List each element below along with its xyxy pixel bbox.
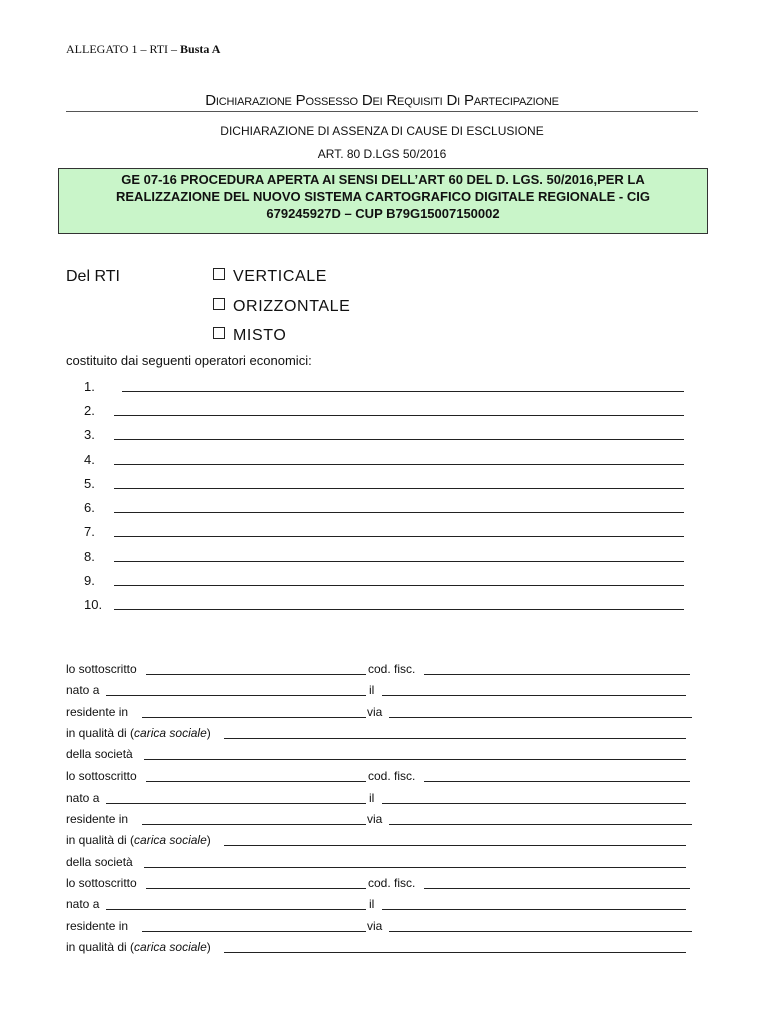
il-label: il	[369, 897, 375, 911]
operator-field-7[interactable]	[114, 536, 684, 537]
operator-number: 3.	[84, 427, 95, 442]
operator-field-1[interactable]	[122, 391, 684, 392]
operator-field-4[interactable]	[114, 464, 684, 465]
residente-in-label: residente in	[66, 919, 129, 933]
il-label: il	[369, 683, 375, 697]
sottoscritto-field[interactable]	[146, 888, 366, 889]
operator-number: 6.	[84, 500, 95, 515]
via-label: via	[367, 705, 383, 719]
societa-field[interactable]	[144, 867, 686, 868]
carica-sociale-field[interactable]	[224, 738, 686, 739]
operator-field-3[interactable]	[114, 439, 684, 440]
carica-sociale-label: carica sociale	[134, 833, 207, 847]
operator-number: 2.	[84, 403, 95, 418]
page-title: Dichiarazione Possesso Dei Requisiti Di Partecipazione	[205, 92, 559, 109]
operator-number: 5.	[84, 476, 95, 491]
nato-a-label: nato a	[66, 683, 100, 697]
attachment-label-busta: Busta A	[180, 42, 221, 56]
via-label: via	[367, 812, 383, 826]
carica-sociale-field[interactable]	[224, 952, 686, 953]
operator-field-6[interactable]	[114, 512, 684, 513]
cod-fisc-label: cod. fisc.	[368, 769, 416, 783]
societa-field[interactable]	[144, 759, 686, 760]
operator-number: 10.	[84, 597, 103, 612]
sottoscritto-label: lo sottoscritto	[66, 876, 137, 890]
sottoscritto-label: lo sottoscritto	[66, 662, 137, 676]
operator-number: 4.	[84, 452, 95, 467]
option-orizzontale-label: ORIZZONTALE	[233, 298, 351, 315]
birth-date-field[interactable]	[382, 909, 686, 910]
option-misto-label: MISTO	[233, 327, 287, 344]
cod-fisc-label: cod. fisc.	[368, 876, 416, 890]
cod-fisc-field[interactable]	[424, 674, 690, 675]
operator-number: 8.	[84, 549, 95, 564]
option-misto[interactable]	[213, 327, 286, 345]
nato-a-field[interactable]	[106, 909, 366, 910]
societa-label: della società	[66, 855, 133, 869]
nato-a-field[interactable]	[106, 695, 366, 696]
residente-in-field[interactable]	[142, 824, 366, 825]
subtitle-exclusion: DICHIARAZIONE DI ASSENZA DI CAUSE DI ESCLUSIONE	[220, 124, 544, 138]
sottoscritto-label: lo sottoscritto	[66, 769, 137, 783]
operators-intro: costituito dai seguenti operatori economici:	[66, 353, 312, 368]
sottoscritto-field[interactable]	[146, 674, 366, 675]
residente-in-label: residente in	[66, 705, 129, 719]
societa-label: della società	[66, 747, 133, 761]
qualita-suffix: )	[206, 940, 211, 954]
nato-a-field[interactable]	[106, 803, 366, 804]
qualita-prefix: in qualità di (	[66, 833, 135, 847]
operator-field-9[interactable]	[114, 585, 684, 586]
qualita-suffix: )	[206, 833, 211, 847]
operator-number: 1.	[84, 379, 95, 394]
carica-sociale-label: carica sociale	[134, 726, 207, 740]
procedure-line-1: GE 07-16 PROCEDURA APERTA AI SENSI DELL’ART 60 DEL D. LGS. 50/2016,PER LA	[121, 172, 645, 187]
via-field[interactable]	[389, 824, 692, 825]
option-verticale[interactable]	[213, 268, 327, 286]
qualita-label	[66, 833, 211, 847]
via-field[interactable]	[389, 717, 692, 718]
operator-number: 9.	[84, 573, 95, 588]
birth-date-field[interactable]	[382, 803, 686, 804]
option-orizzontale[interactable]	[213, 298, 350, 316]
via-field[interactable]	[389, 931, 692, 932]
checkbox-verticale[interactable]	[213, 268, 225, 280]
checkbox-misto[interactable]	[213, 327, 225, 339]
via-label: via	[367, 919, 383, 933]
procedure-line-2: REALIZZAZIONE DEL NUOVO SISTEMA CARTOGRAFICO DIGITALE REGIONALE - CIG	[116, 189, 650, 204]
cod-fisc-label: cod. fisc.	[368, 662, 416, 676]
il-label: il	[369, 791, 375, 805]
residente-in-field[interactable]	[142, 717, 366, 718]
qualita-label	[66, 940, 211, 954]
cod-fisc-field[interactable]	[424, 781, 690, 782]
operator-field-8[interactable]	[114, 561, 684, 562]
qualita-prefix: in qualità di (	[66, 726, 135, 740]
operator-field-2[interactable]	[114, 415, 684, 416]
sottoscritto-field[interactable]	[146, 781, 366, 782]
attachment-label	[66, 42, 220, 57]
subtitle-article: ART. 80 D.LGS 50/2016	[317, 147, 447, 161]
procedure-line-3: 679245927D – CUP B79G15007150002	[266, 206, 500, 221]
birth-date-field[interactable]	[382, 695, 686, 696]
operator-field-5[interactable]	[114, 488, 684, 489]
operator-field-10[interactable]	[114, 609, 684, 610]
nato-a-label: nato a	[66, 791, 100, 805]
carica-sociale-field[interactable]	[224, 845, 686, 846]
qualita-suffix: )	[206, 726, 211, 740]
nato-a-label: nato a	[66, 897, 100, 911]
carica-sociale-label: carica sociale	[134, 940, 207, 954]
qualita-label	[66, 726, 211, 740]
checkbox-orizzontale[interactable]	[213, 298, 225, 310]
attachment-label-prefix: ALLEGATO 1 – RTI –	[66, 42, 178, 56]
option-verticale-label: VERTICALE	[233, 268, 328, 285]
procedure-box	[58, 168, 708, 234]
qualita-prefix: in qualità di (	[66, 940, 135, 954]
rti-label: Del RTI	[66, 268, 120, 285]
cod-fisc-field[interactable]	[424, 888, 690, 889]
title-divider	[66, 111, 698, 112]
residente-in-field[interactable]	[142, 931, 366, 932]
residente-in-label: residente in	[66, 812, 129, 826]
operator-number: 7.	[84, 524, 95, 539]
